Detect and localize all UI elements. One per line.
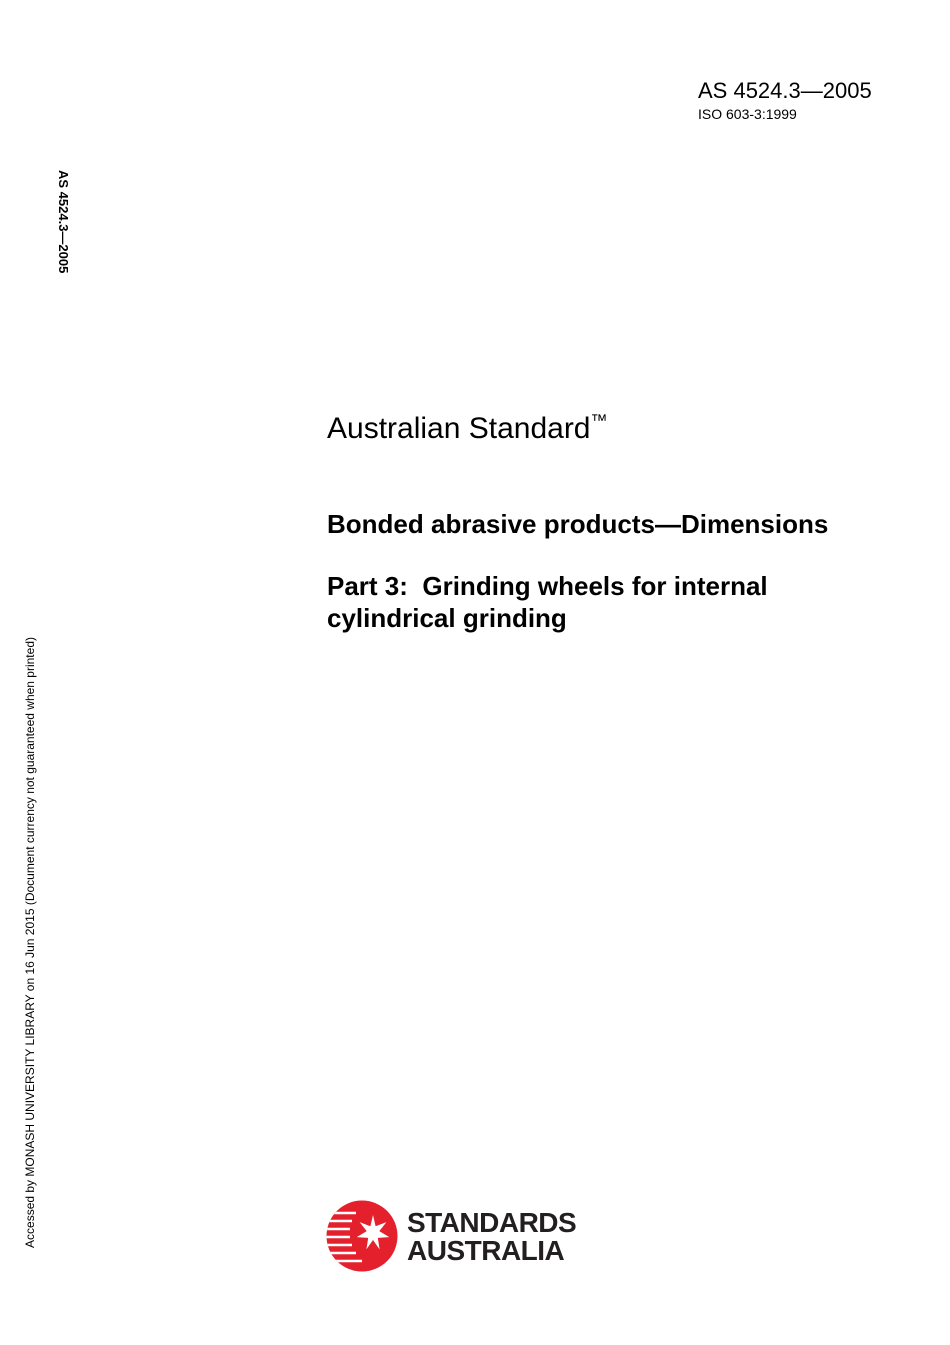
logo-wordmark xyxy=(407,1209,576,1265)
access-note xyxy=(22,598,38,1248)
part-title-line-1: Part 3: Grinding wheels for internal xyxy=(327,571,768,601)
logo-line-1: STANDARDS xyxy=(407,1207,577,1238)
standard-label xyxy=(327,403,608,447)
spine-label xyxy=(54,170,72,292)
part-title-line-2: cylindrical grinding xyxy=(327,603,567,633)
document-title: Bonded abrasive products—Dimensions xyxy=(327,509,829,539)
iso-number: ISO 603-3:1999 xyxy=(698,106,797,122)
spine-label-text: AS 4524.3—2005 xyxy=(56,170,71,274)
document-number: AS 4524.3—2005 xyxy=(698,78,872,103)
standard-label-text: Australian Standard xyxy=(327,412,591,445)
standards-australia-logo xyxy=(326,1200,596,1274)
star-logo-icon xyxy=(326,1200,398,1272)
access-note-text: Accessed by MONASH UNIVERSITY LIBRARY on 16 Jun 2015 (Document currency not guaranteed when printed) xyxy=(23,637,37,1248)
trademark-symbol: ™ xyxy=(590,411,608,430)
logo-line-2: AUSTRALIA xyxy=(407,1235,565,1266)
part-title xyxy=(327,570,907,634)
